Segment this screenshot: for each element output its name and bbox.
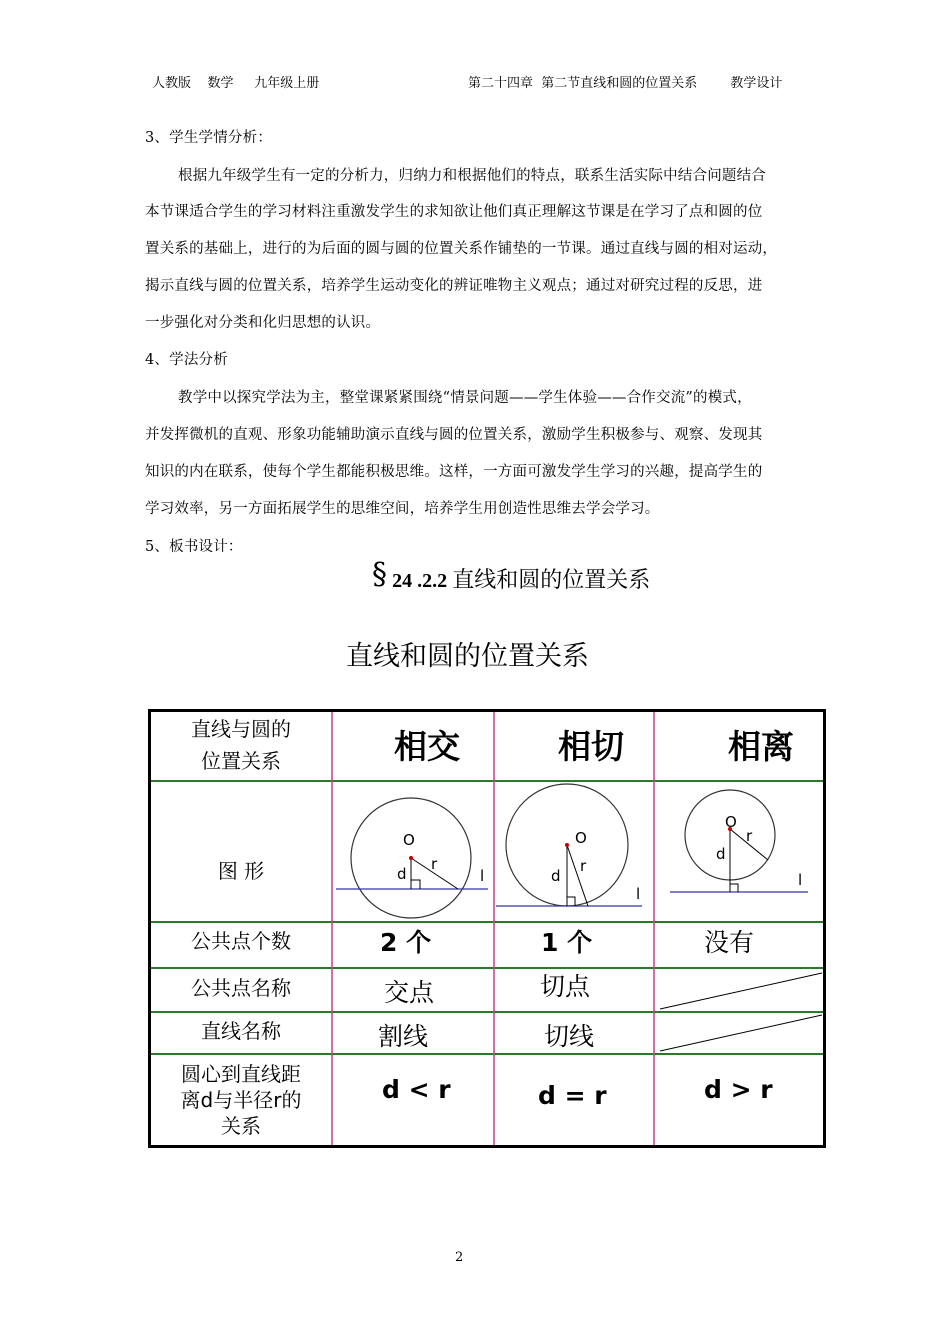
dist-separate: d > r (704, 1075, 773, 1104)
label-d: d (551, 867, 561, 885)
label-relation (150, 713, 332, 777)
label-o: O (575, 829, 587, 847)
section3-line-3: 置关系的基础上，进行的为后面的圆与圆的位置关系作铺垫的一节课。通过直线与圆的相对运动， (145, 241, 778, 257)
label-r: r (580, 857, 587, 875)
section5-title: 5、板书设计： (145, 539, 243, 555)
label-distance (150, 1061, 332, 1139)
figure-intersect (336, 798, 488, 918)
section4-line-1: 教学中以探究学法为主，整堂课紧紧围绕“情景问题——学生体验——合作交流”的模式， (178, 390, 752, 406)
label-o: O (725, 813, 737, 831)
count-intersect: 2 个 (380, 928, 432, 957)
line-name-tangent: 切线 (544, 1022, 595, 1051)
label-figure: 图 形 (217, 859, 265, 883)
figure-tangent (496, 784, 642, 906)
label-d: d (397, 865, 407, 883)
section3-line-1: 根据九年级学生有一定的分析力，归纳力和根据他们的特点，联系生活实际中结合问题结合 (178, 168, 766, 184)
section4-line-4: 学习效率，另一方面拓展学生的思维空间，培养学生用创造性思维去学会学习。 (145, 501, 660, 517)
section4-line-2: 并发挥微机的直观、形象功能辅助演示直线与圆的位置关系，激励学生积极参与、观察、发现其 (145, 427, 763, 443)
section3-line-5: 一步强化对分类和化归思想的认识。 (145, 315, 381, 331)
empty-cell-diagonal (660, 973, 822, 1009)
empty-cell-diagonal (660, 1015, 822, 1051)
label-distance-line-2: 离d与半径r的 (180, 1088, 302, 1112)
label-r: r (431, 855, 438, 873)
page-number: 2 (455, 1250, 464, 1265)
label-l: l (636, 885, 641, 903)
section-mark: § (372, 557, 387, 592)
right-angle-mark (567, 897, 575, 906)
figure-separate (670, 790, 808, 892)
label-line-name: 直线名称 (201, 1019, 281, 1043)
label-l: l (798, 871, 803, 889)
point-name-tangent: 切点 (540, 972, 591, 1001)
section3-title: 3、学生学情分析： (145, 130, 273, 146)
section3-line-4: 揭示直线与圆的位置关系，培养学生运动变化的辨证唯物主义观点；通过对研究过程的反思，进 (145, 278, 763, 294)
label-distance-line-3: 关系 (221, 1114, 261, 1138)
header-left: 人教版 数学 九年级上册 (152, 76, 320, 91)
center-dot (565, 843, 569, 847)
section4-line-3: 知识的内在联系，使每个学生都能积极思维。这样，一方面可激发学生学习的兴趣，提高学生的 (145, 464, 763, 480)
count-separate: 没有 (704, 928, 755, 957)
board-title: 直线和圆的位置关系 (346, 641, 589, 672)
dist-intersect: d < r (382, 1075, 451, 1104)
label-o: O (403, 831, 415, 849)
board-subtitle (372, 557, 651, 598)
subtitle-text: 直线和圆的位置关系 (452, 568, 651, 593)
label-count: 公共点个数 (191, 929, 291, 953)
header-right: 第二十四章 第二节直线和圆的位置关系 教学设计 (468, 76, 783, 91)
section4-title: 4、学法分析 (145, 352, 228, 368)
center-dot (409, 856, 413, 860)
right-angle-mark (411, 880, 420, 889)
point-name-intersect: 交点 (384, 978, 435, 1007)
count-tangent: 1 个 (541, 928, 593, 957)
relation-separate: 相离 (728, 727, 794, 766)
label-point-name: 公共点名称 (191, 976, 291, 1000)
label-distance-line-1: 圆心到直线距 (181, 1062, 301, 1086)
relation-tangent: 相切 (558, 727, 624, 766)
relation-table (148, 709, 826, 1148)
label-d: d (716, 845, 726, 863)
line-name-intersect: 割线 (378, 1022, 429, 1051)
label-r: r (746, 827, 753, 845)
subtitle-number: 24 .2.2 (392, 570, 448, 592)
relation-intersect: 相交 (394, 727, 460, 766)
right-angle-mark (730, 884, 738, 892)
dist-tangent: d = r (538, 1081, 607, 1110)
label-relation-line-2: 位置关系 (201, 749, 281, 773)
section3-line-2: 本节课适合学生的学习材料注重激发学生的求知欲让他们真正理解这节课是在学习了点和圆的位 (145, 204, 763, 220)
label-l: l (480, 867, 485, 885)
label-relation-line-1: 直线与圆的 (191, 717, 291, 741)
